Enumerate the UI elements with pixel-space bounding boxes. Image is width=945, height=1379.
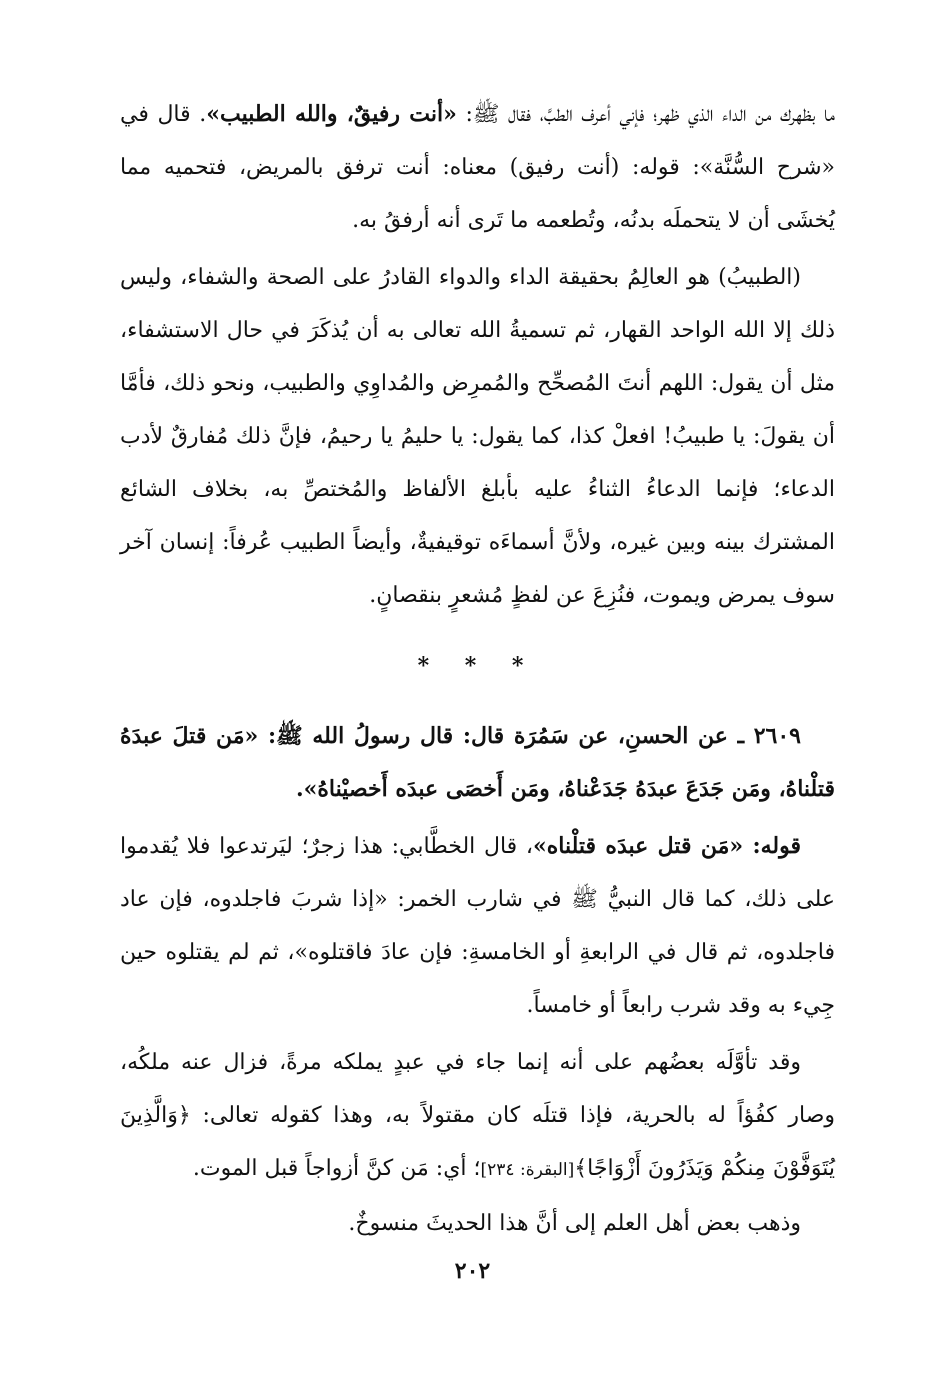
paragraph-3-text: ، قال الخطَّابي: هذا زجرٌ؛ ليَرتدعوا فلا يُقدموا على ذلك، كما قال النبيُّ ﷺ في شارب الخمر: «إذا شربَ فاجلدوه، فإن عاد فاجلدوه، ثم قال في الرابعةِ أو الخامسةِ: فإن عادَ فاقتلوه»، ثم لم يقتلوه حين جِيء به وقد شرب رابعاً أو خامساً. bbox=[120, 834, 835, 1018]
section-separator: * * * bbox=[417, 653, 538, 679]
page-number: ٢٠٢ bbox=[454, 1258, 491, 1284]
paragraph-1-quote: «أنت رفيقٌ، والله الطبيب» bbox=[206, 101, 457, 127]
paragraph-3-lemma: قوله: «مَن قتل عبدَه قتلْناه» bbox=[533, 833, 801, 859]
hadith-heading bbox=[120, 710, 835, 816]
paragraph-4 bbox=[120, 1036, 835, 1197]
paragraph-1-text-b: . قال في «شرح السُّنَّة»: قوله: (أنت رفيق) معناه: أنت ترفق بالمريض، فتحميه مما يُخشَى أن لا يتحملَه بدنُه، وتُطعمه ما تَرى أنه أرفقُ به. bbox=[120, 102, 835, 233]
paragraph-2: (الطبيبُ) هو العالِمُ بحقيقة الداء والدواء القادرُ على الصحة والشفاء، وليس ذلك إلا الله الواحد القهار، ثم تسميةُ الله تعالى به أن يُذكَرَ في حال الاستشفاء، مثل أن يقول: اللهم أنتَ المُصحِّح والمُمرِض والمُداوِي والطبيب، ونحو ذلك، فأمَّا أن يقولَ: يا طبيبُ! افعلْ كذا، كما يقول: يا حليمُ يا رحيمُ، فإنَّ ذلك مُفارقٌ لأدب الدعاء؛ فإنما الدعاءُ الثناءُ عليه بأبلغ الألفاظ والمُختصِّ به، بخلاف الشائع المشترك بينه وبين غيره، ولأنَّ أسماءَه توقيفيةٌ، وأيضاً الطبيب عُرفاً: إنسان آخر سوف يمرض ويموت، فنُزِعَ عن لفظٍ مُشعرٍ بنقصانٍ. bbox=[120, 265, 835, 608]
paragraph-1-text-a: ما بظهرك من الداء الذي ظهر؛ فإني أعرف الطبَّ، فقال ﷺ: bbox=[456, 102, 835, 127]
paragraph-1 bbox=[120, 88, 835, 247]
paragraph-4-text-a: وقد تأوَّلَه بعضُهم على أنه إنما جاء في عبدٍ يملكه مرةً، فزال عنه ملكُه، وصار كفُؤاً له بالحرية، فإذا قتلَه كان مقتولاً به، وهذا كقوله تعالى: bbox=[120, 1050, 835, 1128]
quran-verse: ﴿وَالَّذِينَ يُتَوَفَّوْنَ مِنكُمْ وَيَذَرُونَ أَزْوَاجًا﴾ bbox=[120, 1103, 835, 1181]
paragraph-5: وذهب بعض أهل العلم إلى أنَّ هذا الحديثَ منسوخٌ. bbox=[348, 1211, 801, 1236]
quran-reference: [البقرة: ٢٣٤] bbox=[480, 1160, 575, 1180]
paragraph-4-text-b: ؛ أي: مَن كنَّ أزواجاً قبل الموت. bbox=[192, 1156, 481, 1181]
hadith-text: ٢٦٠٩ ـ عن الحسنِ، عن سَمُرَة قال: قال رسولُ الله ﷺ: «مَن قتلَ عبدَهُ قتلْناهُ، ومَن جَدَعَ عبدَهُ جَدَعْناهُ، ومَن أَخصَى عبدَه أَخصيْناهُ». bbox=[120, 723, 835, 802]
paragraph-3 bbox=[120, 820, 835, 1032]
